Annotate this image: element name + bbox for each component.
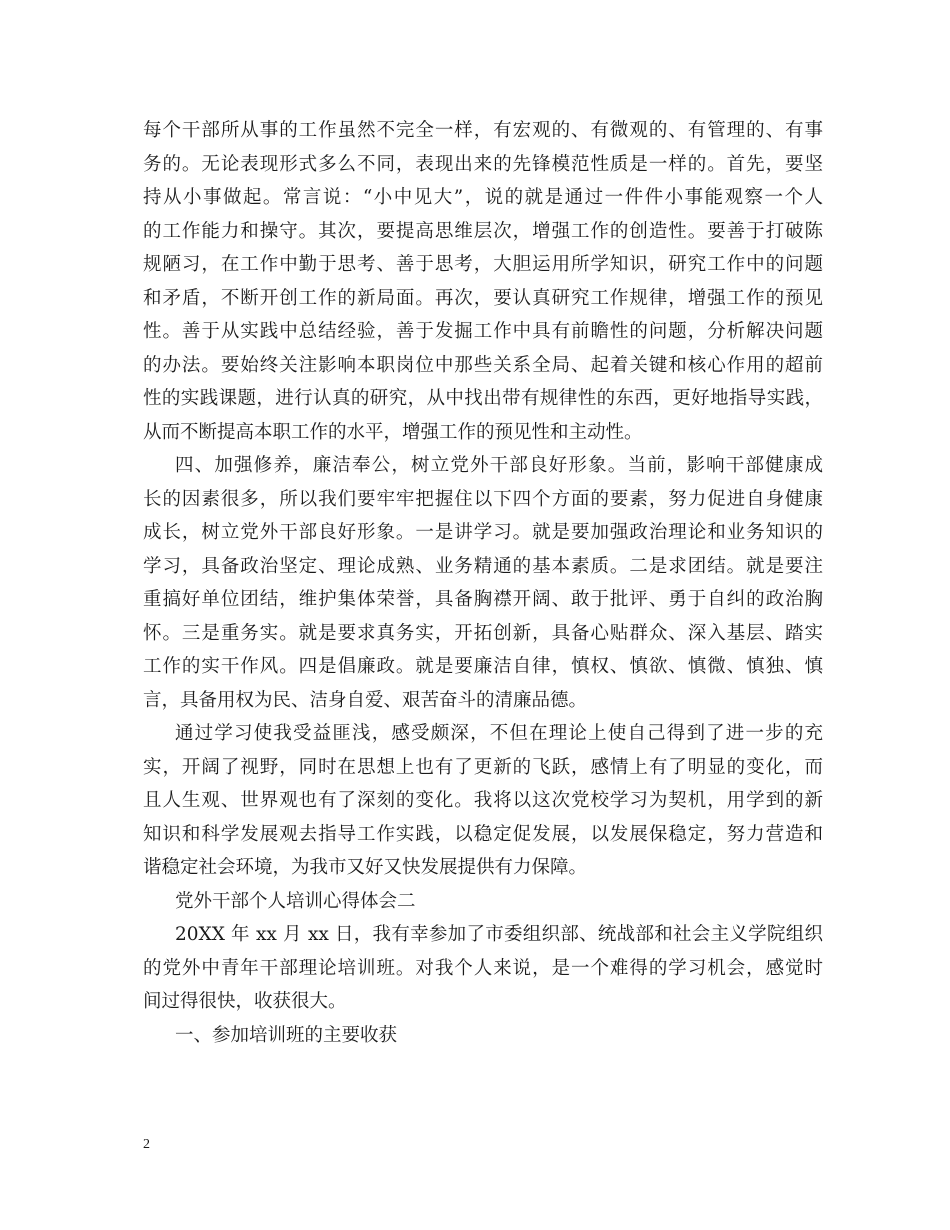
text-line: 规陋习，在工作中勤于思考、善于思考，大胆运用所学知识，研究工作中的问题 — [143, 254, 823, 275]
paragraph-first-line: 四、加强修养，廉洁奉公，树立党外干部良好形象。当前，影响干部健康成 — [175, 455, 823, 476]
text-line: 谐稳定社会环境，为我市又好又快发展提供有力保障。 — [143, 857, 588, 878]
section-heading: 一、参加培训班的主要收获 — [175, 1024, 398, 1046]
paragraph-first-line: 20XX 年 xx 月 xx 日，我有幸参加了市委组织部、统战部和社会主义学院组织 — [175, 924, 823, 945]
text-line: 每个干部所从事的工作虽然不完全一样，有宏观的、有微观的、有管理的、有事 — [143, 120, 823, 141]
text-line: 知识和科学发展观去指导工作实践，以稳定促发展，以发展保稳定，努力营造和 — [143, 823, 823, 845]
text-line: 从而不断提高本职工作的水平，增强工作的预见性和主动性。 — [143, 421, 643, 443]
page-number: 2 — [143, 1137, 150, 1152]
section-title: 党外干部个人培训心得体会二 — [175, 890, 416, 912]
text-line: 务的。无论表现形式多么不同，表现出来的先锋模范性质是一样的。首先，要坚 — [143, 153, 823, 175]
text-line: 性的实践课题，进行认真的研究，从中找出带有规律性的东西，更好地指导实践， — [143, 388, 823, 409]
text-line: 实，开阔了视野，同时在思想上也有了更新的飞跃，感情上有了明显的变化，而 — [143, 756, 823, 778]
text-line: 重搞好单位团结，维护集体荣誉，具备胸襟开阔、敢于批评、勇于自纠的政治胸 — [143, 589, 823, 610]
text-line: 长的因素很多，所以我们要牢牢把握住以下四个方面的要素，努力促进自身健康 — [143, 488, 823, 510]
text-line: 性。善于从实践中总结经验，善于发掘工作中具有前瞻性的问题，分析解决问题 — [143, 321, 823, 342]
text-line: 学习，具备政治坚定、理论成熟、业务精通的基本素质。二是求团结。就是要注 — [143, 555, 823, 577]
document-body — [143, 114, 823, 1052]
text-line: 成长，树立党外干部良好形象。一是讲学习。就是要加强政治理论和业务知识的 — [143, 522, 823, 543]
text-line: 的党外中青年干部理论培训班。对我个人来说，是一个难得的学习机会，感觉时 — [143, 957, 823, 979]
text-line: 和矛盾，不断开创工作的新局面。再次，要认真研究工作规律，增强工作的预见 — [143, 287, 823, 309]
text-line: 的工作能力和操守。其次，要提高思维层次，增强工作的创造性。要善于打破陈 — [143, 220, 823, 242]
paragraph-first-line: 通过学习使我受益匪浅，感受颇深，不但在理论上使自己得到了进一步的充 — [175, 723, 823, 744]
text-line: 工作的实干作风。四是倡廉政。就是要廉洁自律，慎权、慎欲、慎微、慎独、慎 — [143, 656, 823, 677]
text-line: 言，具备用权为民、洁身自爱、艰苦奋斗的清廉品德。 — [143, 689, 588, 711]
text-line: 间过得很快，收获很大。 — [143, 991, 347, 1012]
text-line: 持从小事做起。常言说：“小中见大”，说的就是通过一件件小事能观察一个人 — [143, 187, 823, 208]
text-line: 的办法。要始终关注影响本职岗位中那些关系全局、起着关键和核心作用的超前 — [143, 354, 823, 376]
text-line: 怀。三是重务实。就是要求真务实，开拓创新，具备心贴群众、深入基层、踏实 — [143, 622, 823, 644]
text-line: 且人生观、世界观也有了深刻的变化。我将以这次党校学习为契机，用学到的新 — [143, 790, 823, 811]
